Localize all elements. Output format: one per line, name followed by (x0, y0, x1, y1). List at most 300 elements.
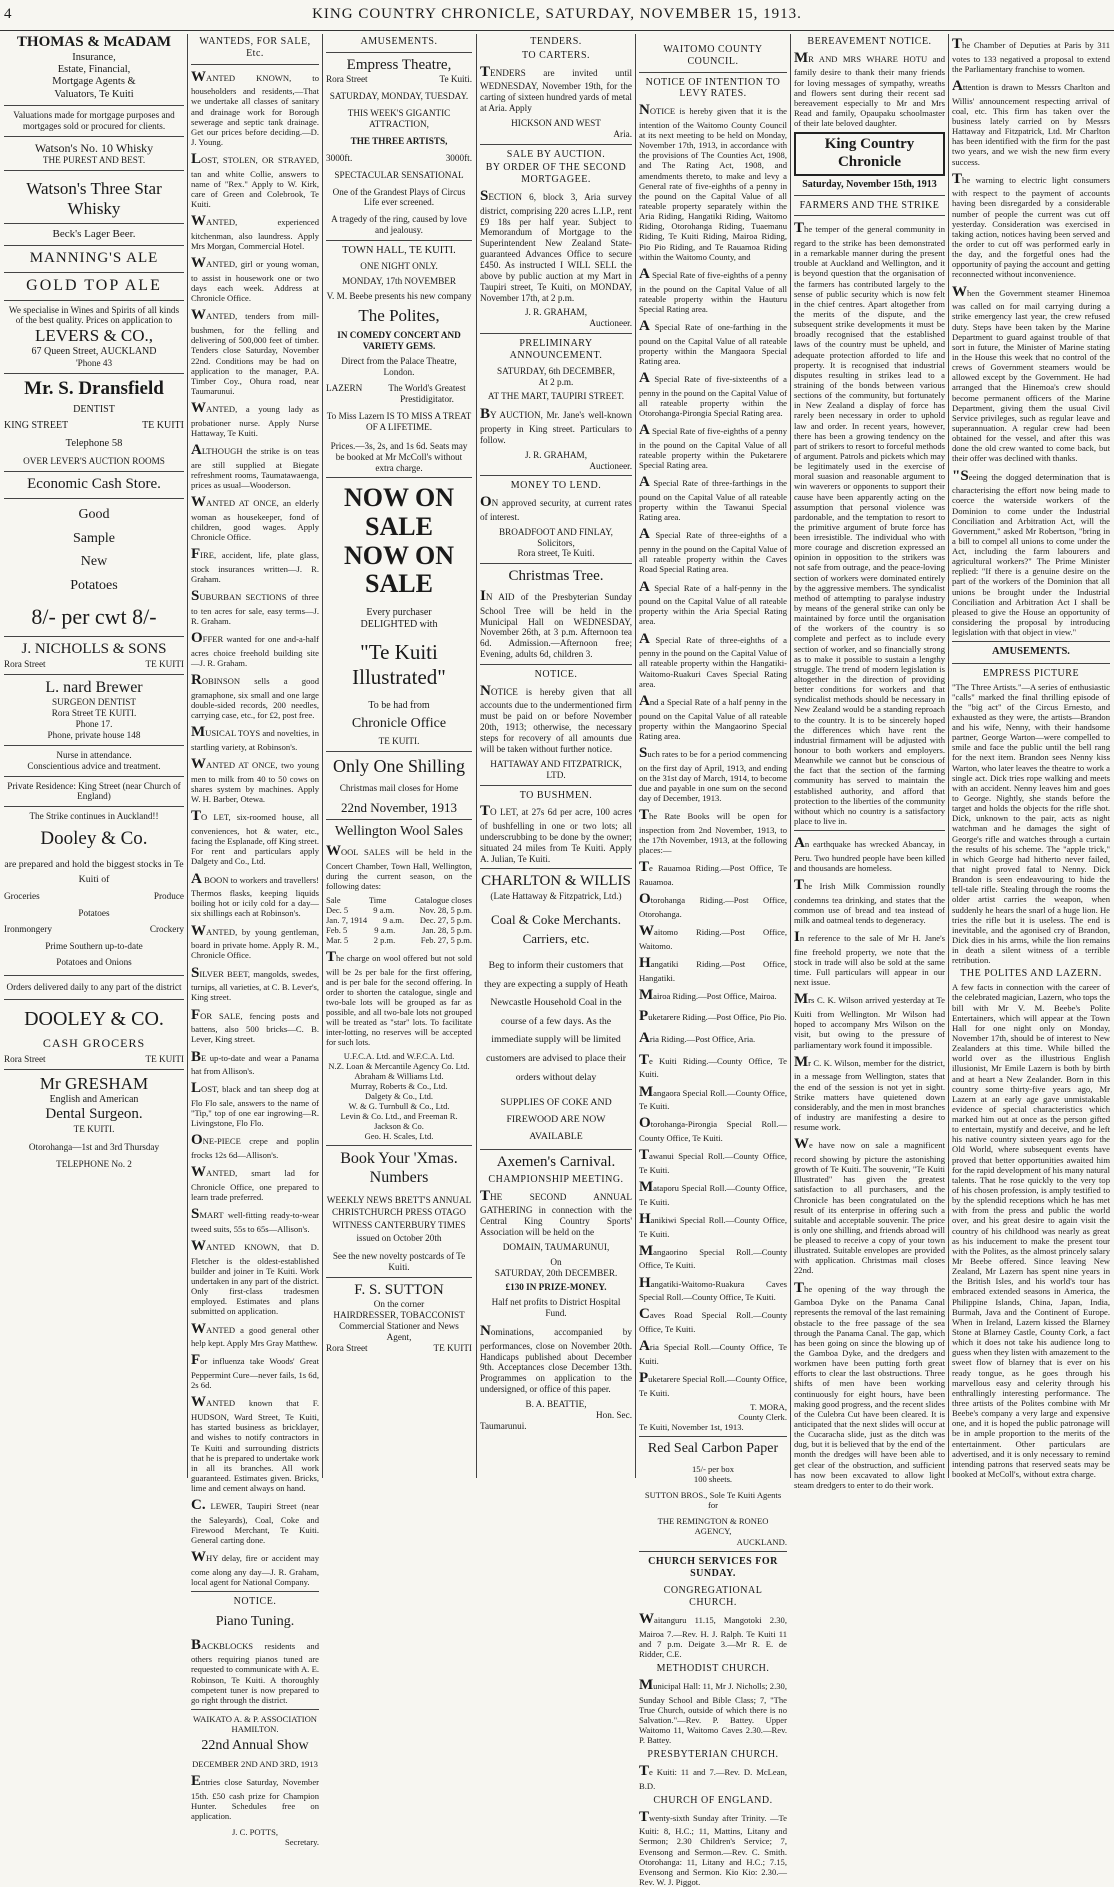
rate-place: Tawanui Special Roll.—County Office, Te Kuiti. (639, 1147, 787, 1175)
rate-place: Mataporu Special Roll.—County Office, Te Kuiti. (639, 1179, 787, 1207)
wool-broker: U.F.C.A. Ltd. and W.F.C.A. Ltd. (343, 1050, 455, 1061)
amusement-text: "The Three Artists."—A series of enthusiastic "calls" marked the final thrilling episode of the "big act" of the Circus Ernesto, and exhausted as they were, the artists—Brandon and his wife, Nenny, with their handsome partner, George Warton—were compelled to smile and face the public until the bell rang for the next item. Brandon sees Nenny kiss Warton, who later leaves the theatre to work a single act. Dick tries rope walking and meets with an accident. Nenny leaves him and goes to George. Nightly, she stands before the target and holds the objects for the rifle shot. Dick, unknown to the pair, acts as night watchman and he damages the sight of George's rifle and watches through a curtain the results of his scheme. The "apple trick," in which George had hitherto never failed, that night proved fatal to Nenny. Dick Brandon is seen endeavouring to hide the tell-tale rifle. Stealing through the rooms the older artist carries the weapon, when suddenly he hears the snarl of a huge lion. He tries the rifle but it is useless. The end is inevitable, and the agonised cry of Brandon, Dick dies in his arms, while the lion remains in death a silent witness of a terrible retribution. (952, 681, 1110, 966)
delighted-with: DELIGHTED with (360, 618, 438, 630)
wool-cell: 2 p.m. (373, 934, 396, 945)
bereavement-notice: BEREAVEMENT NOTICE. (807, 36, 932, 47)
classified-ad: A BOON to workers and travellers! Thermos flasks, keeping liquids boiling hot or icily cold for a day—six shillings each at Robinson's. (191, 870, 319, 919)
classified-ad: WANTED KNOWN, to householders and residents,—That we undertake all classes of sanitary and drainage work for Borough sewerage and septic tank drainage. Get our prices before deciding.—D. J. Young. (191, 68, 319, 147)
supplies-coke: SUPPLIES OF COKE AND FIREWOOD ARE NOW AVAILABLE (500, 1097, 612, 1142)
stock-item: Ironmongery (4, 924, 52, 935)
monday-date: MONDAY, 17th NOVEMBER (341, 276, 457, 287)
tenders-text: TENDERS are invited until WEDNESDAY, November 19th, for the carting of sixteen hundred yards of metal at Aria. Apply (480, 63, 632, 113)
coal-merchants: Coal & Coke Merchants. Carriers, etc. (491, 911, 621, 947)
bereave-text: MR AND MRS WHARE HOTU and family desire to thank their many friends for loving messages of sympathy, wreaths and flowers sent during their recent sad bereavement especially to Mr and Mrs Read and family, Opaupaku schoolmaster of their late beloved daughter. (794, 49, 945, 129)
taumarunui: Taumarunui. (480, 1420, 527, 1431)
piano-text: BACKBLOCKS residents and others requiring pianos tuned are requested to communicate with A. E. Robinson, Te Kuiti. A thoroughly competent tuner is now prepared to go right through the district. (191, 1636, 319, 1705)
wool-cell: Dec. 27, 5 p.m. (419, 914, 472, 925)
classified-ad: FOR SALE, fencing posts and battens, also 500 bricks—C. B. Lever, King street. (191, 1006, 319, 1045)
rate-place: Mangaora Special Roll.—County Office, Te Kuiti. (639, 1083, 787, 1112)
lazern-description: The World's Greatest Prestidigitator. (388, 383, 466, 405)
rora-street: Rora Street (326, 1342, 368, 1353)
dental-surgeon: Dental Surgeon. (45, 1105, 143, 1122)
news-paragraph: Mrs C. K. Wilson arrived yesterday at Te Kuiti from Wellington. Mr Wilson had hoped to accompany Mrs Wilson on the visit, but owing to the pressure of parliamentary work found it impossible. (794, 991, 945, 1050)
news-paragraph: When the Government steamer Hinemoa was called on for mail carrying during a strike emergency last year, the crew refused duty. Steps have been taken by the Marine Department to guard against trouble of that sort in future, the Minister of Marine stating in the House this week that no control of the crews of Government steamers would be allowed except by the Government. He had arranged that the Hinemoa's crew should become permanent officers of the Marine Department, giving them the usual Civil Service privileges, such as regular leave and superannuation. A regular crew had been obtained for the vessel, and after this was done the old crew wanted to come back, but their offer was declined with thanks. (952, 283, 1110, 464)
per-box: 15/- per box (691, 1463, 734, 1474)
rate-paragraph: A Special Rate of three-eighths of a penny in the pound on the Capital Value of all rateable property within the Caves Road Special Rating area. (639, 526, 787, 575)
rate-paragraph: A Special Rate of five-sixteenths of a penny in the pound on the Capital Value of all rateable property within the Otorohanga-Pirongia Special Rating area. (639, 370, 787, 419)
specialise-text: We specialise in Wines and Spirits of all kinds of the best quality. Prices on application to (8, 304, 180, 326)
classified-ad: SILVER BEET, mangolds, swedes, turnips, all varieties, at C. B. Lever's, King street. (191, 964, 319, 1003)
classified-ad: SUBURBAN SECTIONS of three to ten acres for sale, easy terms—J. R. Graham. (191, 588, 319, 627)
rate-place: Aria Riding.—Post Office, Aria. (639, 1030, 756, 1047)
rate-place: Te Rauamoa Riding.—Post Office, Te Rauamoa. (639, 859, 787, 888)
rate-place: Waitomo Riding.—Post Office, Waitomo. (639, 922, 787, 951)
charlton-willis: CHARLTON & WILLIS (481, 873, 631, 890)
news-paragraph: The opening of the way through the Gamboa Dyke on the Panama Canal represents the removal of the last remaining obstacle to the free passage of the sea through the Panama Canal. The gap, which has been going on since the blowing up of the Gamboa Dyke, and the dredgers and workmen have been putting forth great efforts to clear the last obstructions. Three shifts of men have been working continuously for eight hours, have been making good progress, and the recent slides of the Culebra Cut have been cleared. It is anticipated that the next slides will occur at the Cucaracha slide, just as the ditch was dug, but it is believed that by the end of the month the dredges will have been able to get clear of the obstruction, and sufficient has now been excavated to allow light steam dredgers to enter to do their work. (794, 1279, 945, 1490)
dooley-co-2: DOOLEY & CO. (24, 1008, 164, 1031)
news-paragraph: The Irish Milk Commission roundly condemns tea drinking, and states that the common use of bread and tea instead of milk and oatmeal tends to degeneracy. (794, 877, 945, 926)
stock-item: Crockery (149, 924, 184, 935)
wool-broker: Dalgety & Co., Ltd. (365, 1090, 433, 1101)
show-dates: DECEMBER 2ND AND 3RD, 1913 (192, 1758, 318, 1769)
phone-private: Phone, private house 148 (47, 730, 141, 741)
good-item: Sample (73, 530, 115, 546)
beebe-presents: V. M. Beebe presents his new company (326, 291, 472, 302)
stock-item: Groceries (4, 890, 40, 901)
tree-text: IN AID of the Presbyterian Sunday School Tree will be held in the Municipal Hall on WEDNESDAY, November 26th, at 3 p.m. Afternoon tea 6d. Admission.—Afternoon free; Evening, adults 6d, children 3. (480, 588, 632, 660)
saturday-dec6: SATURDAY, 6th DECEMBER, (497, 365, 615, 376)
to-be-had: To be had from (368, 699, 430, 711)
rate-place: Aria Special Roll.—County Office, Te Kuiti. (639, 1338, 787, 1366)
rate-place: Hanikiwi Special Roll.—County Office, Te Kuiti. (639, 1210, 787, 1239)
pres-text: Te Kuiti: 11 and 7.—Rev. D. McLean, B.D. (639, 1763, 787, 1791)
rora-street: Rora Street (4, 658, 46, 669)
rate-paragraph: A Special Rate of three-eighths of a penny in the pound on the Capital Value of all rateable property within the Hangatiki-Waitomo-Ruakuri Caves Special Rating area. (639, 630, 787, 689)
orders-delivered: Orders delivered daily to any part of the district (6, 981, 182, 992)
classified-ad: WANTED AT ONCE, an elderly woman as housekeeper, fond of children, good wages. Apply Chronicle Office. (191, 494, 319, 543)
classified-ad: LOST, STOLEN, OR STRAYED, tan and white Collie, answers to name of "Rex." Apply to W. Kirk, care of Green and Colebrook, Te Kuiti. (191, 151, 319, 210)
conscientious-text: Conscientious advice and treatment. (27, 760, 161, 771)
championship: CHAMPIONSHIP MEETING. (488, 1173, 624, 1185)
classified-ad: WANTED, experienced kitchenman, also laundress. Apply Mrs Morgan, Commercial Hotel. (191, 213, 319, 252)
stock-item: Prime Southern up-to-date (45, 940, 143, 951)
column-rule (790, 34, 791, 1478)
beattie-name: B. A. BEATTIE, (525, 1399, 587, 1410)
waitomo-council: WAITOMO COUNTY COUNCIL. (663, 44, 763, 67)
news-paragraph: The warning to electric light consumers with respect to the payment of accounts having been disregarded by a considerable number of people the current was cut off yesterday. Consideration was exercised in taking action, notices having been served and the order to cut off was performed early in the day, and the forgetful ones had the opportunity of paying the account and getting reconnected without inconvenience. (952, 170, 1110, 280)
good-item: New (80, 554, 108, 570)
eng-text: Twenty-sixth Sunday after Trinity. —Te Kuiti: 8, H.C.; 11, Mattins, Litany and Sermon; 2.30 Children's Service; 7, Evensong and Sermon.—Rev. C. Smith. Otorohanga: 11, Litany and H.C.; 7.15, Evensong and Sermon. Kio Kio: 2.30.—Rev. W. J. Piggot. (639, 1808, 787, 1887)
column-4 (480, 34, 632, 1478)
at-mart: AT THE MART, TAUPIRI STREET. (487, 391, 625, 402)
te-kuiti-dot: TE KUITI. (73, 1123, 115, 1134)
rora-street: Rora Street (326, 74, 368, 85)
wool-col: Catalogue closes (414, 894, 472, 905)
now-on-sale: NOW ON SALE (343, 540, 455, 599)
polites-text: A few facts in connection with the career of the celebrated magician, Lazern, who tops the bill with Mr V. M. Beebe's Polite Entertainers, which will appear at the Town Hall for one night only on Monday, November 17th, should be of interest to New Zealanders at this time. While billed the world over as the illustrious English illusionist, Mr Emile Lazern is both by birth and at heart a New Zealander. Born in this country some thirty-five years ago, Mr Lazern at an early age gave unmistakable evidence of special characteristics which marked him out at once as the person gifted to entertain, mystify and deceive, and he left his native country sixteen years ago for the Old World, where subsequent events have proved that better opportunities awaited him for the rapid development of his many natural talents. That he rose quickly to the very top of his chosen profession, is amply testified to by the splendid receptions which he has met with from the press and public the world over, and his great desire to again visit the country of his childhood was nearly as great as his inducement to make the present tour with the Polites, as the almost princely salary Mr Beebe offered. Since leaving New Zealand, Mr Lazern has spent nine years in the British Isles, and his world's tour has embraced extended seasons in America, the Philippine Islands, China, Japan, India, Burmah, Java and the Continent of Europe. When in Ireland, Lazern kissed the Blarney Stone at Blarney Castle, County Cork, a fact which it does not take his audience long to guess when they listen with amazement to the sweet flow of blarney that is ever on his ready tongue, as he goes through his marvellous easy and celerity through his enthrallingly interesting performance. The three artists of the Polites combine with Mr Beebe's company a very large and expensive one, and it is hoped the public patronage will be in ample proportion to the merits of the entertainment. Other particulars are advertised, and it is only necessary to remind intending patrons that reserved seats may be booked at McColl's, without extra charge. (952, 982, 1110, 1479)
column-rule (948, 34, 949, 1478)
red-seal: Red Seal Carbon Paper (647, 1441, 779, 1457)
classified-ad: ALTHOUGH the strike is on teas are still supplied at Biegate refreshment rooms, Taumatawaenga, prices as usual—Wooderson. (191, 442, 319, 491)
potts-name: J. C. POTTS, (231, 1827, 279, 1838)
on-label: On (550, 1256, 562, 1267)
empress-theatre: Empress Theatre, (346, 56, 452, 73)
comedy-concert: IN COMEDY CONCERT AND VARIETY GEMS. (337, 329, 461, 351)
miss-lazern: To Miss Lazern IS TO MISS A TREAT OF A LIFETIME. (326, 411, 472, 432)
wool-cell: 9 a.m. (374, 924, 396, 935)
news-paragraph: The Chamber of Deputies at Paris by 311 votes to 133 negatived a proposal to extend the Parliamentary franchise to women. (952, 36, 1110, 74)
rate-paragraph: The Rate Books will be open for inspection from 2nd November, 1913, to the 17th November, 1913, at the following places:— (639, 807, 787, 856)
classified-ads (191, 69, 319, 1588)
classified-ad: ROBINSON sells a good gramaphone, six small and one large double-sided records, 200 needles, carrying case, etc., for £2, post free. (191, 672, 319, 721)
rate-paragraph: And a Special Rate of a half penny in the pound on the Capital Value of all rateable property within the Mangaorino Special Rating area. (639, 692, 787, 741)
surgeon-dentist: SURGEON DENTIST (52, 697, 136, 708)
nov-22: 22nd November, 1913 (340, 800, 458, 816)
wellington-wool-sales: Wellington Wool Sales (334, 824, 464, 840)
rate-paragraph: A Special Rate of one-farthing in the pound on the Capital Value of all rateable property within the Mangaora Special Rating area. (639, 317, 787, 366)
wool-cell: 9 a.m. (373, 904, 395, 915)
section-text: SECTION 6, block 3, Aria survey district, comprising 220 acres L.I.P., rent £9 18s per half year. Subject to Memorandum of Mortgage to the Superintendent New Zealand State-guaranteed Advances Office to secure £450. As instructed I WILL SELL the above by public auction at my Mart in Taupiri street, Te Kuiti, on MONDAY, November 17th, at 2 p.m. (480, 187, 632, 303)
news-paragraphs (794, 835, 945, 1490)
church-of-england: CHURCH OF ENGLAND. (653, 1794, 773, 1806)
to-carters: TO CARTERS. (521, 49, 591, 61)
wool-broker: Abraham & Williams Ltd. (354, 1070, 444, 1081)
weekly-news: WEEKLY NEWS BRETT'S ANNUAL CHRISTCHURCH PRESS OTAGO WITNESS CANTERBURY TIMES issued on October 20th (326, 1194, 472, 1244)
nicholls-sons: J. NICHOLLS & SONS (21, 641, 167, 658)
empress-picture: EMPRESS PICTURE (982, 667, 1080, 679)
dransfield-name: Mr. S. Dransfield (24, 377, 164, 399)
wanteds-header: WANTEDS, FOR SALE, Etc. (199, 36, 311, 59)
becks-lager: Beck's Lager Beer. (52, 228, 136, 241)
nominations: Nominations, accompanied by performances, close on November 20th. Handicaps published about December 9th. Acceptances close December 13th. Programmes on application to the undersigned, or office of this paper. (480, 1323, 632, 1395)
solicitors: Solicitors, (537, 537, 575, 548)
levers-address: 67 Queen Street, AUCKLAND (31, 346, 157, 358)
tenders-header: TENDERS. (530, 36, 582, 47)
rora-street-te-kuiti: Rora street, Te Kuiti. (517, 548, 595, 559)
page-number: 4 (4, 6, 12, 22)
approved-security: ON approved security, at current rates of interest. (480, 494, 632, 522)
rate-place: Hangatiki-Waitomo-Ruakura Caves Special Roll.—County Office, Te Kuiti. (639, 1274, 787, 1303)
prize-money: £130 IN PRIZE-MONEY. (505, 1282, 607, 1293)
wool-brokers (326, 1051, 472, 1141)
rate-place: Otorohanga-Pirongia Special Roll.—County Office, Te Kuiti. (639, 1115, 787, 1144)
rate-place: Te Kuiti Riding.—County Office, Te Kuiti. (639, 1051, 787, 1080)
classified-ad: BE up-to-date and wear a Panama hat from Allison's. (191, 1048, 319, 1077)
every-purchaser: Every purchaser (366, 606, 432, 618)
otorohanga-days: Otorohanga—1st and 3rd Thursday (28, 1142, 160, 1153)
wool-cell: Nov. 28, 5 p.m. (419, 904, 472, 915)
classified-ad: WANTED KNOWN, that D. Fletcher is the oldest-established builder and joiner in Te Kuiti. Work undertaken in any part of the district. Only first-class tradesmen employed. Estimates and plans submitted on application. (191, 1238, 319, 1317)
news-paragraph: We have now on sale a magnificent record showing by picture the astonishing growth of Te Kuiti. The souvenir, "Te Kuiti Illustrated" has given the greatest satisfaction to all purchasers, and the Chronicle has been congratulated on the result of its enterprise in offering such a suitable and acceptable souvenir. The price is only one shilling, and friends abroad will be pleased to receive a copy of your town illustrated. Suitable envelopes are provided with application. Christmas mail closes 22nd. (794, 1136, 945, 1276)
wool-col: Sale (326, 894, 341, 905)
wool-cell: Dec. 5 (326, 904, 349, 915)
classified-ad: WHY delay, fire or accident may come along any day—J. R. Graham, local agent for National Company. (191, 1549, 319, 1588)
rate-place: Mangaorino Special Roll.—County Office, Te Kuiti. (639, 1242, 787, 1271)
by-order: BY ORDER OF THE SECOND MORTGAGEE. (485, 162, 627, 186)
tragedy-text: A tragedy of the ring, caused by love and jealousy. (331, 214, 467, 236)
spectacular: SPECTACULAR SENSATIONAL (334, 169, 464, 180)
classified-ad: WANTED known that F. HUDSON, Ward Street, Te Kuiti, has started business as bricklayer, and wishes to notify contractors in Te Kuiti and surrounding districts that he is prepared to undertake work in all its branches. All work guaranteed. Estimates given. Bricks, lime and cement always on hand. (191, 1394, 319, 1494)
christmas-mail: Christmas mail closes for Home (339, 783, 459, 794)
meth-text: Municipal Hall: 11, Mr J. Nicholls; 2.30, Sunday School and Bible Class; 7, "The True Church, outside of which there is no Salvation."—Rev. P. Battey. Upper Waitomo 11, Waitomo Caves 2.30.—Rev. P. Battey. (639, 1676, 787, 1746)
news-paragraph: An earthquake has wrecked Abancay, in Peru. Two hundred people have been killed and thousands are homeless. (794, 835, 945, 873)
king-street: KING STREET (4, 420, 69, 432)
by-auction-text: BY AUCTION, Mr. Jane's well-known property in King street. Particulars to follow. (480, 406, 632, 445)
thomas-mcadam-title: THOMAS & McADAM (16, 34, 172, 50)
column-1 (4, 34, 184, 1478)
te-kuiti: Te Kuiti. (439, 74, 472, 85)
aria-label: Aria. (613, 128, 632, 139)
brewer-name: L. nard Brewer (45, 678, 143, 696)
te-kuiti: TE KUITI (145, 1054, 184, 1065)
good-item: Good (78, 506, 110, 522)
classified-ad: WANTED, tenders from mill-bushmen, for the felling and delivering of 500,000 feet of timber. Tenders close Saturday, November 22nd. Conditions may be had on application to the manager, P.A. Timber Coy., Ohura road, near Taumarunui. (191, 307, 319, 396)
paper-date: Saturday, November 15th, 1913 (802, 178, 937, 190)
te-kuiti-illustrated: "Te Kuiti Illustrated" (352, 640, 446, 690)
column-2 (191, 34, 319, 1848)
amusements-header: AMUSEMENTS. (992, 646, 1070, 658)
axe-text: THE SECOND ANNUAL GATHERING in connection with the Central King Country Sports' Association will be held on the (480, 1187, 632, 1238)
postcards: See the new novelty postcards of Te Kuiti. (332, 1251, 466, 1272)
film-length: 3000ft. (445, 152, 472, 163)
waikato-association: WAIKATO A. & P. ASSOCIATION HAMILTON. (193, 1714, 317, 1735)
town-hall: TOWN HALL, TE KUITI. (342, 244, 456, 256)
valuations-text: Valuations made for mortgage purposes and mortgages sold or procured for clients. (13, 110, 175, 132)
dentist-label: DENTIST (73, 404, 115, 416)
news-paragraph: In reference to the sale of Mr H. Jane's fine freehold property, we note that the stock in trade will also be sold at the same time. Full particulars will appear in our next issue. (794, 929, 945, 988)
one-night-only: ONE NIGHT ONLY. (360, 261, 438, 272)
purest-best: THE PUREST AND BEST. (42, 155, 146, 166)
wool-broker: W. & G. Turnbull & Co., Ltd. (348, 1100, 450, 1111)
prices-text: Prices.—3s, 2s, and 1s 6d. Seats may be booked at Mr McColl's without extra charge. (330, 440, 468, 473)
at-2pm: At 2 p.m. (538, 376, 574, 387)
masthead (0, 0, 1114, 31)
stock-item: Potatoes and Onions (56, 957, 132, 968)
half-net: Half net profits to District Hospital Fund. (491, 1297, 621, 1319)
wool-cell: Feb. 5 (326, 924, 348, 935)
the-polites: The Polites, (358, 305, 440, 325)
classified-ad: WANTED AT ONCE, two young men to milk from 40 to 50 cows on shares system by machines. Apply W. H. Barber, Otewa. (191, 756, 319, 805)
congregational: CONGREGATIONAL CHURCH. (663, 1585, 763, 1609)
sutton-bros: SUTTON BROS., Sole Te Kuiti Agents for (644, 1490, 782, 1511)
classified-ad: WANTED, by young gentleman, board in private home. Apply R. M., Chronicle Office. (191, 922, 319, 961)
county-clerk: County Clerk. (738, 1411, 787, 1422)
telephone-no2: TELEPHONE No. 2 (56, 1159, 132, 1170)
book-xmas: Book Your 'Xmas. Numbers (340, 1149, 458, 1186)
rate-paragraph: A Special Rate of a half-penny in the pound on the Capital Value of all rateable property within the Aria Special Rating area. (639, 578, 787, 627)
domain-taumarunui: DOMAIN, TAUMARUNUI, (502, 1241, 610, 1252)
graham-name: J. R. GRAHAM, (524, 449, 588, 460)
rate-paragraph: A Special Rate of three-farthings in the pound on the Capital Value of all rateable property within the Tawanui Special Rating area. (639, 474, 787, 523)
rate-place: Puketarere Riding.—Post Office, Pio Pio. (639, 1008, 787, 1025)
classified-ad: MUSICAL TOYS and novelties, in startling variety, at Robinson's. (191, 724, 319, 753)
potato-price: 8/- per cwt 8/- (31, 604, 157, 630)
news-paragraph: Attention is drawn to Messrs Charlton and Willis' announcement respecting arrival of coal, etc. This firm has taken over the business lately carried on by Messrs Hattaway and Fitzpatrick, Ltd. Mr Charlton has been identified with the firm for the past two years, and we wish the new firm every success. (952, 77, 1110, 167)
column-6 (794, 34, 945, 1490)
te-kuiti-caps: TE KUITI. (378, 736, 420, 747)
dooley-co: Dooley & Co. (40, 828, 148, 850)
classified-ad: TO LET, six-roomed house, all conveniences, hot & water, etc., facing the Esplanade, off King street. For rent and particulars apply Dalgety and Co., Ltd. (191, 808, 319, 867)
classified-ad: WANTED, a young lady as probationer nurse. Apply Nurse Hattaway, Te Kuiti. (191, 400, 319, 438)
church-services: CHURCH SERVICES FOR SUNDAY. (648, 1555, 778, 1579)
gresham-name: Mr GRESHAM (39, 1074, 149, 1093)
column-rule (322, 34, 323, 1478)
telephone-58: Telephone 58 (65, 437, 123, 449)
show-days: SATURDAY, MONDAY, TUESDAY. (329, 91, 469, 102)
farmers-strike: FARMERS AND THE STRIKE (799, 199, 940, 211)
column-3 (326, 34, 472, 1478)
hattaway-fitzpatrick: HATTAWAY AND FITZPATRICK, LTD. (490, 758, 622, 780)
rate-place: Hangatiki Riding.—Post Office, Hangatiki. (639, 954, 787, 983)
cash-grocers: CASH GROCERS (42, 1035, 146, 1050)
wool-col: Time (368, 894, 387, 905)
lazern-name: LAZERN (326, 383, 363, 394)
wool-broker: Geo. H. Scales, Ltd. (364, 1130, 434, 1141)
watsons-no10: Watson's No. 10 Whisky (34, 140, 154, 155)
remington: THE REMINGTON & RONEO AGENCY, (657, 1516, 769, 1537)
strike-continues: The Strike continues in Auckland!! (29, 811, 159, 822)
column-rule (187, 34, 188, 1478)
classified-ad: SMART well-fitting ready-to-wear tweed suits, 55s to 65s—Allison's. (191, 1206, 319, 1234)
amusements-header: AMUSEMENTS. (360, 36, 438, 47)
column-rule (476, 34, 477, 1478)
dooley-text: are prepared and hold the biggest stocks in Te Kuiti of (4, 858, 184, 886)
annual-show: 22nd Annual Show (201, 1738, 309, 1754)
beg-to-inform: Beg to inform their customers that they are expecting a supply of Heath Newcastle Household Coal in the course of a few days. As the immediate supply will be limited customers are advised to place their orders without delay (484, 959, 628, 1083)
levers-phone: 'Phone 43 (75, 358, 113, 369)
column-5 (639, 34, 787, 1887)
levers-name: LEVERS & CO., (34, 326, 154, 346)
stationer: Commercial Stationer and News Agent, (339, 1321, 459, 1342)
methodist: METHODIST CHURCH. (656, 1663, 770, 1675)
rate-place: Otorohanga Riding.—Post Office, Otorohanga. (639, 891, 787, 919)
rate-paragraph: Such rates to be for a period commencing on the first day of April, 1913, and ending on the 31st day of March, 1914, to become due and payable in one sum on the second day of December, 1913. (639, 744, 787, 804)
hon-sec: Hon. Sec. (596, 1409, 632, 1420)
chronicle-office: Chronicle Office (351, 715, 447, 731)
wool-broker: Murray, Roberts & Co., Ltd. (350, 1080, 448, 1091)
mora-name: T. MORA, (750, 1401, 787, 1412)
notice-levy: NOTICE OF INTENTION TO LEVY RATES. (645, 76, 781, 100)
piano-tuning: Piano Tuning. (215, 1614, 295, 1630)
te-kuiti-date: Te Kuiti, November 1st, 1913. (639, 1422, 744, 1433)
classified-ad: WANTED, girl or young woman, to assist in housework one or two days each week. Address at Chronicle Office. (191, 255, 319, 304)
notice-text: NOTICE is hereby given that all accounts due to the undermentioned firm must be paid on or before November 20th, 1913; otherwise, the necessary steps for recovery of all amounts due will be taken without further notice. (480, 682, 632, 754)
column-7 (952, 34, 1110, 1478)
te-kuiti: TE KUITI (142, 420, 184, 432)
rate-place: Puketarere Special Roll.—County Office, Te Kuiti. (639, 1369, 787, 1398)
hickson-west: HICKSON AND WEST (511, 117, 601, 128)
classified-ad: C. LEWER, Taupiri Street (near the Saleyards), Coal, Coke and Firewood Merchant, Te Kuiti. General carting done. (191, 1497, 319, 1546)
film-length: 3000ft. (326, 152, 353, 163)
cong-text: Waitanguru 11.15, Mangotoki 2.30, Mairoa 7.—Rev. H. J. Ralph. Te Kuiti 11 and 7 p.m. Deigate 3.—Mr R. E. de Ridder, C.E. (639, 1610, 787, 1659)
rate-places (639, 859, 787, 1397)
news-paragraphs (952, 36, 1110, 637)
sheets: 100 sheets. (693, 1473, 733, 1484)
secretary-label: Secretary. (284, 1837, 319, 1848)
mannings-ale: MANNING'S ALE (29, 249, 159, 266)
on-corner: On the corner (373, 1299, 425, 1310)
polites-lazern: THE POLITES AND LAZERN. (960, 968, 1102, 980)
late-hattaway: (Late Hattaway & Fitzpatrick, Ltd.) (490, 891, 622, 902)
rate-paragraph: A Special Rate of five-eighths of a penny in the pound on the Capital Value of all rateable property within the Hauturu Special Rating area. (639, 265, 787, 314)
wool-text: WOOL SALES will be held in the Concert Chamber, Town Hall, Wellington, during the current season, on the following dates: (326, 843, 472, 891)
notice-header: NOTICE. (233, 1596, 277, 1608)
news-paragraph: Mr C. K. Wilson, member for the district, in a message from Wellington, states that the end of the session is not yet in sight. Strike matters have quietened down considerably, and the men in most branches of industry are manifesting a desire to resume work. (794, 1053, 945, 1133)
wool-broker: N.Z. Loan & Mercantile Agency Co. Ltd. (328, 1060, 470, 1071)
auckland: AUCKLAND. (736, 1536, 787, 1547)
private-residence: Private Residence: King Street (near Church of England) (7, 780, 181, 802)
thomas-line: Valuators, Te Kuiti (54, 88, 134, 100)
wool-more: The charge on wool offered but not sold will be 2s per bale for the first offering, and is per bale for the second offering. In order to shorten the catalogue, single and two-bale lots will be grouped as far as possible, and all two-bale lots not grouped will be treated as "star" lots. To facilitate inter-lotting, no reserves will be accepted for such lots. (326, 948, 472, 1047)
phone-17: Phone 17. (75, 719, 113, 730)
classified-ad: OFFER wanted for one and-a-half acres choice freehold building site —J. R. Graham. (191, 630, 319, 669)
te-kuiti: TE KUITI (433, 1342, 472, 1353)
stock-item: Produce (153, 890, 184, 901)
bushmen-text: TO LET, at 27s 6d per acre, 100 acres of bushfelling in one or two lots; all underscrubbing to be done by the owner; situated 24 miles from Te Kuiti. Apply A. Julian, Te Kuiti. (480, 803, 632, 864)
sutton-name: F. S. SUTTON (354, 1281, 444, 1298)
rate-paragraph: NOTICE is hereby given that it is the intention of the Waitomo County Council at its next meeting to be held on Monday, November 17th, 1913, in accordance with the provisions of The Counties Act, 1908, and The Rating Act, 1908, and amendments thereto, to make and levy a General rate of five-eighths of a penny in the pound on the Capital Value of all rateable property separately within the Aria Riding, Hangatiki Riding, Waitomo Riding, Otorohanga Riding, Tuaemanu Riding, Te Kuiti Riding, Mairoa Riding, Pio Pio Riding, and Te Rauamoa Riding within the Waitomo County, and (639, 102, 787, 262)
classified-ad: WANTED a good general other help kept. Apply Mrs Gray Matthew. (191, 1320, 319, 1349)
classified-ad: LOST, black and tan sheep dog at Flo Flo sale, answers to the name of "Tip," top of one ear ingrowing—R. Livingstone, Flo Flo. (191, 1080, 319, 1129)
rates-text (639, 102, 787, 855)
rate-place: Mairoa Riding.—Post Office, Mairoa. (639, 986, 777, 1003)
wool-cell: Jan. 28, 5 p.m. (422, 924, 472, 935)
auctioneer-label: Auctioneer. (589, 318, 632, 329)
hairdresser: HAIRDRESSER, TOBACCONIST (333, 1310, 465, 1321)
masthead-title: KING COUNTRY CHRONICLE, SATURDAY, NOVEMBER 15, 1913. (312, 6, 802, 22)
watsons-three-star: Watson's Three Star Whisky (26, 178, 162, 218)
three-artists: THE THREE ARTISTS, (350, 135, 448, 146)
now-on-sale: NOW ON SALE (343, 483, 455, 541)
rate-paragraph: A Special Rate of five-eighths of a penny in the pound on the Capital Value of all rateable property within the Puketarere Special Rating area. (639, 422, 787, 471)
editorial (794, 220, 945, 826)
palace-theatre: Direct from the Palace Theatre, London. (341, 355, 457, 377)
rate-place: Caves Road Special Roll.—County Office, Te Kuiti. (639, 1306, 787, 1335)
over-levers: OVER LEVER'S AUCTION ROOMS (23, 456, 165, 467)
classified-ad: FIRE, accident, life, plate glass, stock insurances written—J. R. Graham. (191, 546, 319, 585)
classified-ad: WANTED, smart lad for Chronicle Office, one prepared to learn trade preferred. (191, 1164, 319, 1203)
rora-te-kuiti: Rora Street TE KUITI. (51, 708, 137, 719)
editorial-paragraph: The temper of the general community in regard to the strike has been demonstrated in a remarkable manner during the present trouble at Auckland and Wellington, and it is beyond question that the organisation of the farmers has contributed largely to the sense of public security which is now felt in the chief centres. Apart altogether from the merits of the dispute, and the subsequent strike developments it must be broadly recognised that the established laws of the country must be upheld, and adequate protection afforded to life and property. It is recognised that industrial disputes resulting in strikes lead to a straining of the bonds between various sections of the community, but fortunately in New Zealand a display of force has rarely been necessary in order to uphold law and order. In recent years, however, there has been a growing tendency on the part of strikers to resort to forceful methods of argument. Patrols and pickets which may be legitimately used in the exercise of moral suasion and reasonable argument to win waverers or opponents to support their cause have been apparently acting on the assumption that personal violence was pardonable, and the temptation to resort to the primitive argument of brute force has been irresistible. The individual who with more courage and discretion expressed an opinion in opposition to the strikers was not safe from outrage, and the peace-loving section of workers were dominated entirely by the aggressive members. The syndicalist method of attempting to paralyse industry by means of the general strike can only be maintained by force until the organisation of the workers of the country is so complete and perfect as to include every section of worker, and so financially strong as to make it possible to sustain a lengthy struggle. The trend of modern legislation is altogether in the direction of providing better conditions for workers and that syndicalist methods should be necessary in New Zealand would be a standing reproach to the country. It is to be sincerely hoped the differences which have rent the industrial firmament will be adjusted with honour to both workers and employers. Meanwhile we cannot but be conscious of the fact that the section of the farming community has served to maintain the established authority, and afford that protection to the liberties of the community without which no country is a satisfactory place to live in. (794, 220, 945, 826)
wool-broker: Levin & Co. Ltd., and Freeman R. Jackson & Co. (340, 1110, 458, 1131)
paper-masthead: King Country Chronicle (794, 132, 945, 175)
stock-item: Potatoes (78, 907, 110, 918)
notice-header: NOTICE. (534, 669, 578, 680)
good-item: Potatoes (70, 578, 118, 594)
only-one-shilling: Only One Shilling (332, 756, 465, 777)
english-american: English and American (49, 1094, 139, 1106)
wool-cell: 9 a.m. (382, 914, 404, 925)
to-bushmen: TO BUSHMEN. (519, 789, 593, 801)
gigantic-attraction: THIS WEEK'S GIGANTIC ATTRACTION, (347, 108, 451, 130)
economic-cash-store: Economic Cash Store. (27, 476, 161, 493)
axemens-carnival: Axemen's Carnival. (496, 1154, 616, 1171)
wool-cell: Jan. 7, 1914 (326, 914, 368, 925)
auctioneer-label: Auctioneer. (589, 460, 632, 471)
news-paragraph: "Seeing the dogged determination that is characterising the effort now being made to coerce the waterside workers of the Dominion to come under the Industrial Conciliation and Arbitration Act, will the Government," asked Mr Robertson, "bring in a bill to compel all unions to come under the Act, including the farm labourers and agricultural workers?" The Prime Minister replied: "If there is a genuine desire on the part of the workers of the Dominion that all unions be brought under the Industrial Conciliation and Arbitration Act I shall be pleased to give the House an opportunity of considering the proposal by introducing legislation with that object in view." (952, 467, 1110, 638)
sale-auction: SALE BY AUCTION. (506, 148, 606, 160)
thomas-line: Estate, Financial, (57, 64, 131, 76)
wool-cell: Mar. 5 (326, 934, 349, 945)
thomas-line: Insurance, (72, 51, 116, 63)
rora-street: Rora Street (4, 1054, 46, 1065)
grandest-plays: One of the Grandest Plays of Circus Life ever screened. (332, 186, 466, 208)
preliminary: PRELIMINARY ANNOUNCEMENT. (509, 338, 603, 361)
broadfoot-finlay: BROADFOOT AND FINLAY, (499, 526, 613, 537)
money-to-lend: MONEY TO LEND. (510, 480, 602, 492)
presbyterian: PRESBYTERIAN CHURCH. (647, 1749, 779, 1761)
gold-top-ale: GOLD TOP ALE (26, 276, 162, 294)
